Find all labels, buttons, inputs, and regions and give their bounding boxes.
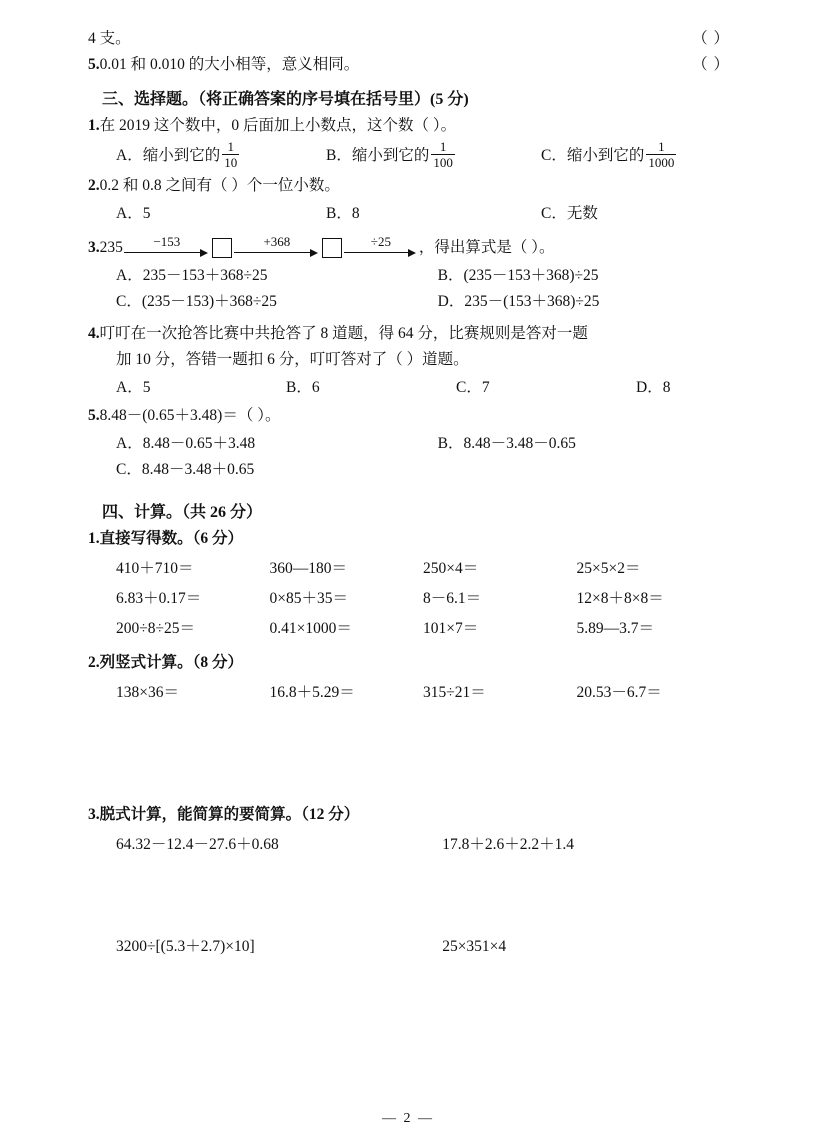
answer-box-2[interactable]	[322, 238, 342, 258]
section3-q1-stem	[88, 115, 730, 137]
section-4-title: 四、计算。（共 26 分）	[102, 504, 263, 522]
section3-q2-option-a[interactable]: A．5	[116, 205, 151, 223]
section3-q1-number: 1.	[88, 117, 100, 134]
expression-cell[interactable]: 64.32－12.4－27.6＋0.68	[116, 836, 279, 854]
section3-q1-text: 在 2019 这个数中，0 后面加上小数点，这个数（ ）。	[99, 117, 457, 134]
calc-row	[116, 554, 730, 584]
calc-cell[interactable]: 5.89—3.7＝	[576, 620, 655, 638]
calc-cell[interactable]: 0×85＋35＝	[269, 590, 348, 608]
fraction-one-tenth	[222, 140, 239, 170]
page-number: — 2 —	[382, 1111, 434, 1126]
carryover-item-4-blank: （ ）	[692, 30, 730, 47]
vertical-calc-row	[116, 678, 730, 708]
section4-q2-number: 2.	[88, 654, 100, 672]
section3-q2-text: 0.2 和 0.8 之间有（ ）个一位小数。	[99, 177, 340, 195]
section3-q3-options-row1	[116, 263, 730, 289]
fraction-one-hundredth	[431, 140, 455, 170]
section3-q4-text-2: 加 10 分，答错一题扣 6 分，叮叮答对了（ ）道题。	[116, 351, 469, 369]
section3-q3-start: 235	[99, 239, 123, 257]
section3-q4-text-1: 叮叮在一次抢答比赛中共抢答了 8 道题，得 64 分，比赛规则是答对一题	[99, 325, 588, 343]
section3-q4-number: 4.	[88, 325, 100, 343]
section3-q5-option-a[interactable]: A．8.48－0.65＋3.48	[116, 435, 256, 453]
arrow-divide-25-icon	[344, 235, 418, 261]
section4-q3-row-1	[116, 830, 730, 860]
calc-cell[interactable]: 360—180＝	[269, 560, 348, 578]
calc-cell[interactable]: 410＋710＝	[116, 560, 194, 578]
section3-q2-option-b[interactable]: B．8	[326, 205, 360, 223]
section4-q1-grid	[116, 554, 730, 644]
section3-q5-option-b[interactable]: B．8.48－3.48－0.65	[437, 435, 576, 453]
section3-q1-option-b[interactable]	[326, 141, 541, 171]
section4-q1-number: 1.	[88, 530, 100, 548]
carryover-item-5-text: 0.01 和 0.010 的大小相等，意义相同。	[99, 56, 360, 73]
section3-q3-number: 3.	[88, 239, 100, 257]
section4-q1-text: 直接写得数。（6 分）	[99, 530, 244, 548]
calc-cell[interactable]: 250×4＝	[423, 560, 479, 578]
calc-cell[interactable]: 8－6.1＝	[423, 590, 482, 608]
section4-q3-row-2	[116, 932, 730, 962]
section4-q2-grid	[116, 678, 730, 708]
vertical-calc-cell[interactable]: 138×36＝	[116, 684, 179, 702]
carryover-item-5-blank: （ ）	[692, 56, 730, 73]
section3-q4-option-b[interactable]: B．6	[286, 379, 320, 397]
arrow-label-1: −153	[153, 234, 181, 250]
vertical-calc-cell[interactable]: 315÷21＝	[423, 684, 486, 702]
section4-q1-title	[88, 528, 730, 550]
section3-q1-option-c[interactable]	[541, 141, 678, 171]
section3-q2-stem	[88, 175, 730, 197]
section3-q5-number: 5.	[88, 407, 100, 425]
arrow-plus-368-icon	[234, 235, 320, 261]
section3-q3-option-a[interactable]: A．235－153＋368÷25	[116, 267, 268, 285]
section3-q2-number: 2.	[88, 177, 100, 195]
carryover-item-4	[88, 28, 730, 50]
fraction-denominator: 1000	[648, 155, 675, 171]
carryover-item-5	[88, 54, 730, 76]
answer-box-1[interactable]	[212, 238, 232, 258]
vertical-calc-cell[interactable]: 20.53－6.7＝	[576, 684, 662, 702]
calc-cell[interactable]: 6.83＋0.17＝	[116, 590, 202, 608]
calc-row	[116, 584, 730, 614]
section3-q4-stem-line1	[88, 323, 730, 345]
section3-q3-options-row2	[116, 289, 730, 315]
fraction-one-thousandth	[646, 140, 676, 170]
section3-q5-options-row1	[116, 431, 730, 457]
calc-cell[interactable]: 101×7＝	[423, 620, 479, 638]
vertical-calc-cell[interactable]: 16.8＋5.29＝	[269, 684, 355, 702]
expression-cell[interactable]: 25×351×4	[442, 938, 507, 956]
fraction-numerator: 1	[658, 139, 665, 155]
section3-q5-option-c[interactable]: C．8.48－3.48＋0.65	[116, 461, 255, 479]
section4-q3-number: 3.	[88, 806, 100, 824]
section-3-title: 三、选择题。（将正确答案的序号填在括号里）(5 分)	[102, 91, 469, 108]
section3-q2-options	[116, 201, 730, 227]
section3-q1-option-a[interactable]	[116, 141, 326, 171]
page-content	[88, 28, 730, 962]
section3-q4-option-a[interactable]: A．5	[116, 379, 151, 397]
calc-cell[interactable]: 200÷8÷25＝	[116, 620, 196, 638]
calc-cell[interactable]: 12×8＋8×8＝	[576, 590, 664, 608]
section3-q1-option-c-label: C．缩小到它的	[541, 147, 645, 164]
section3-q3-stem	[88, 235, 730, 261]
work-space-expr-1	[88, 860, 730, 920]
section3-q3-tail: ，得出算式是（ ）。	[418, 239, 555, 257]
section3-q5-options-row2	[116, 457, 730, 483]
section3-q1-option-b-label: B．缩小到它的	[326, 147, 430, 164]
section4-q2-title	[88, 652, 730, 674]
work-space-vertical-calc	[88, 708, 730, 804]
expression-cell[interactable]: 17.8＋2.6＋2.2＋1.4	[442, 836, 574, 854]
carryover-item-4-text: 4 支。	[88, 30, 131, 47]
section4-q2-text: 列竖式计算。（8 分）	[99, 654, 244, 672]
carryover-item-5-number: 5.	[88, 56, 100, 73]
calc-cell[interactable]: 25×5×2＝	[576, 560, 641, 578]
calc-row	[116, 614, 730, 644]
section3-q5-option-spacer	[438, 457, 730, 483]
section3-q3-option-d[interactable]: D．235－(153＋368)÷25	[437, 293, 600, 311]
expression-cell[interactable]: 3200÷[(5.3＋2.7)×10]	[116, 938, 255, 956]
section3-q4-options	[116, 375, 730, 401]
arrow-label-2: +368	[263, 234, 291, 250]
section4-q3-text: 脱式计算，能简算的要简算。（12 分）	[99, 806, 360, 824]
arrow-label-3: ÷25	[370, 234, 391, 250]
section3-q5-text: 8.48－(0.65＋3.48)＝（ ）。	[99, 407, 281, 425]
calc-cell[interactable]: 0.41×1000＝	[269, 620, 352, 638]
section3-q3-option-b[interactable]: B．(235－153＋368)÷25	[437, 267, 599, 285]
section3-q4-option-d[interactable]: D．8	[636, 379, 671, 397]
section3-q5-stem	[88, 405, 730, 427]
fraction-denominator: 10	[224, 155, 238, 171]
fraction-numerator: 1	[227, 139, 234, 155]
section3-q1-option-a-label: A．缩小到它的	[116, 147, 221, 164]
section4-q3-title	[88, 804, 730, 826]
fraction-denominator: 100	[433, 155, 453, 171]
work-space-expr-1b	[88, 920, 730, 932]
fraction-numerator: 1	[439, 139, 447, 155]
section3-q3-option-c[interactable]: C．(235－153)＋368÷25	[116, 293, 277, 311]
section3-q2-option-c[interactable]: C．无数	[541, 205, 598, 223]
section3-q4-stem-line2	[116, 349, 730, 371]
arrow-minus-153-icon	[124, 235, 210, 261]
section3-q1-options	[116, 141, 730, 171]
section3-q4-option-c[interactable]: C．7	[456, 379, 490, 397]
